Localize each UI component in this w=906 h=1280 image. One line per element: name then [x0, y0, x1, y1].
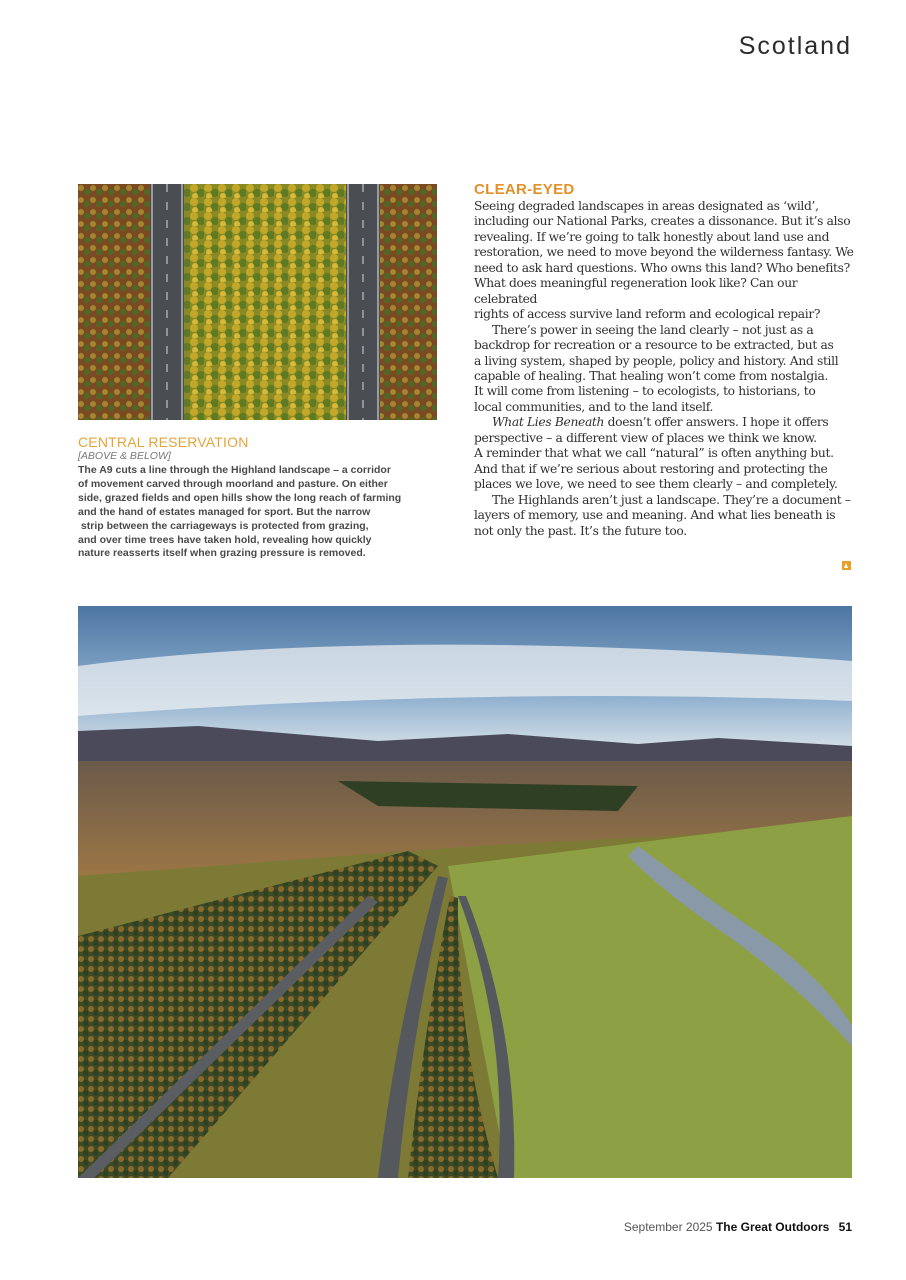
issue-date: September 2025	[623, 1220, 713, 1234]
text-line: not only the past. It’s the future too.	[474, 523, 687, 538]
text-line: restoration, we need to move beyond the wilderness fantasy. We	[474, 245, 854, 260]
book-title: What Lies Beneath	[492, 415, 605, 430]
photo-caption	[78, 434, 423, 561]
article-paragraph-4	[474, 493, 854, 539]
text-line: Seeing degraded landscapes in areas designated as ‘wild’,	[474, 199, 819, 213]
caption-line: The A9 cuts a line through the Highland landscape – a corridor	[78, 464, 391, 476]
text-line: including our National Parks, creates a dissonance. But it’s also	[474, 214, 851, 229]
caption-body	[78, 464, 423, 561]
text-line: need to ask hard questions. Who owns this land? Who benefits?	[474, 260, 850, 275]
text-line: A reminder that what we call “natural” is often anything but.	[474, 446, 834, 461]
text-line: perspective – a different view of places we think we know.	[474, 430, 817, 445]
photo-highland-landscape	[78, 606, 852, 1178]
caption-line: strip between the carriageways is protected from grazing,	[78, 519, 369, 532]
article-heading: CLEAR-EYED	[474, 181, 575, 198]
text-line: local communities, and to the land itself.	[474, 399, 714, 414]
text-line: What does meaningful regeneration look like? Can our celebrated	[474, 276, 798, 306]
caption-title: CENTRAL RESERVATION	[78, 434, 249, 450]
caption-line: side, grazed fields and open hills show the long reach of farming	[78, 491, 402, 504]
page-number: 51	[838, 1220, 852, 1234]
text-line: It will come from listening – to ecologists, to historians, to	[474, 384, 816, 399]
magazine-name: The Great Outdoors	[715, 1220, 830, 1234]
article-paragraph-2	[474, 323, 854, 416]
caption-subtitle: [ABOVE & BELOW]	[78, 450, 171, 462]
landscape-photo-image	[78, 606, 852, 1178]
article-paragraph-1	[474, 199, 854, 323]
photo-central-reservation	[78, 184, 437, 420]
caption-line: and over time trees have taken hold, revealing how quickly	[78, 533, 372, 546]
caption-line: and the hand of estates managed for sport. But the narrow	[78, 505, 371, 518]
text-line: places we love, we need to see them clearly – and completely.	[474, 477, 838, 492]
caption-line: nature reasserts itself when grazing pressure is removed.	[78, 547, 366, 560]
triangle-end-mark-icon	[842, 561, 851, 570]
text-line: There’s power in seeing the land clearly – not just as a	[492, 322, 814, 337]
text-line: a living system, shaped by people, policy and history. And still	[474, 353, 839, 368]
text-line: rights of access survive land reform and ecological repair?	[474, 307, 821, 322]
text-line: The Highlands aren’t just a landscape. They’re a document –	[492, 492, 851, 507]
text-line: And that if we’re serious about restoring and protecting the	[474, 461, 828, 476]
page-footer	[624, 1220, 852, 1234]
text-line: capable of healing. That healing won’t come from nostalgia.	[474, 368, 829, 383]
section-title: Scotland	[738, 32, 852, 60]
aerial-photo-image	[78, 184, 437, 420]
article-paragraph-3	[474, 415, 854, 492]
text-line: revealing. If we’re going to talk honestly about land use and	[474, 229, 830, 244]
text-line: backdrop for recreation or a resource to be extracted, but as	[474, 338, 834, 353]
article-column	[474, 181, 854, 539]
text-line: layers of memory, use and meaning. And what lies beneath is	[474, 508, 836, 523]
caption-line: of movement carved through moorland and pasture. On either	[78, 477, 388, 490]
text-line: doesn’t offer answers. I hope it offers	[604, 415, 829, 430]
